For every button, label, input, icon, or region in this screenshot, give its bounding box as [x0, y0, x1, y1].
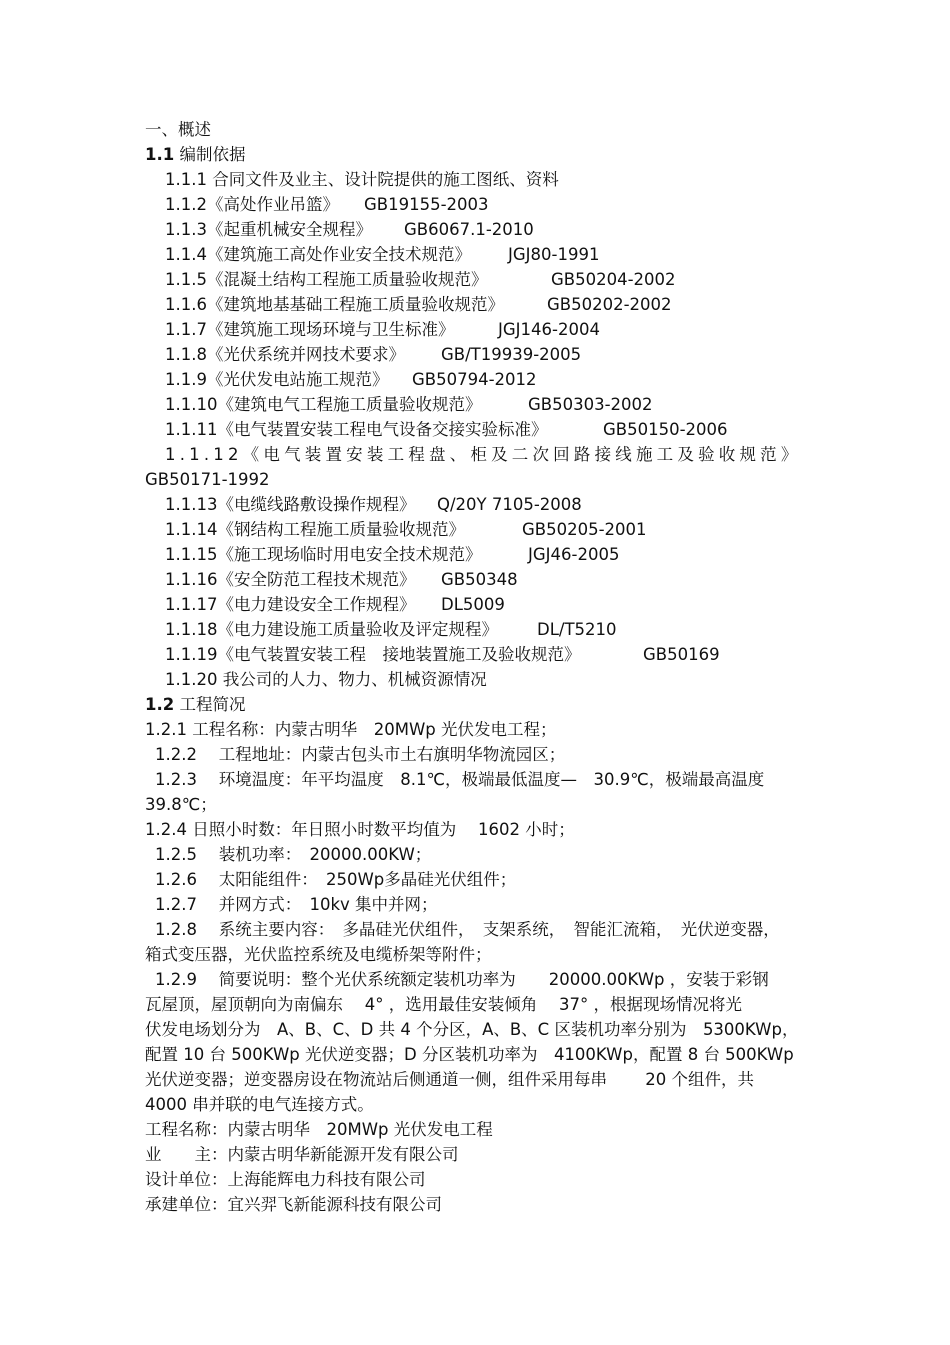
overview-line-7: 1.2.7 并网方式： 10kv 集中并网； [155, 895, 438, 914]
reference-item [165, 667, 845, 692]
section-heading: 一、概述 [145, 120, 211, 139]
overview-line-9d: 配置 10 台 500KWp 光伏逆变器；D 分区装机功率为 4100KWp，配置 8 台 500KWp [145, 1045, 794, 1064]
reference-title: 1.1.19《电气装置安装工程 接地装置施工及验收规范》 [165, 645, 581, 664]
overview-line-1: 1.2.1 工程名称：内蒙古明华 20MWp 光伏发电工程； [145, 720, 557, 739]
reference-item [165, 242, 845, 267]
standard-code: GB19155-2003 [364, 195, 489, 214]
standard-code: GB/T19939-2005 [441, 345, 582, 364]
reference-title: 1.1.1 合同文件及业主、设计院提供的施工图纸、资料 [165, 170, 559, 189]
overview-line-9a: 1.2.9 简要说明：整个光伏系统额定装机功率为 20000.00KWp ，安装于彩钢 [155, 970, 769, 989]
reference-title: 1.1.13《电缆线路敷设操作规程》 [165, 495, 416, 514]
overview-line-5: 1.2.5 装机功率： 20000.00KW； [155, 845, 432, 864]
standard-code: JGJ146-2004 [498, 320, 600, 339]
overview-line-9c: 伏发电场划分为 A、B、C、D 共 4 个分区，A、B、C 区装机功率分别为 5300KWp， [145, 1020, 799, 1039]
standard-code: JGJ80-1991 [508, 245, 600, 264]
standard-code: DL/T5210 [537, 620, 617, 639]
standard-code: GB50150-2006 [603, 420, 728, 439]
subsection-number: 1.1 [145, 145, 175, 164]
standard-code: DL5009 [441, 595, 505, 614]
subsection-heading-1-2 [145, 692, 825, 717]
reference-title: 1.1.9《光伏发电站施工规范》 [165, 370, 389, 389]
standard-code: JGJ46-2005 [528, 545, 620, 564]
reference-title: 1.1.15《施工现场临时用电安全技术规范》 [165, 545, 482, 564]
overview-line-9f: 4000 串并联的电气连接方式。 [145, 1095, 374, 1114]
subsection-title: 工程简况 [179, 695, 246, 714]
subsection-title: 编制依据 [179, 145, 246, 164]
standard-code: GB50204-2002 [551, 270, 676, 289]
standard-code: GB50202-2002 [547, 295, 672, 314]
reference-title: 1.1.17《电力建设安全工作规程》 [165, 595, 416, 614]
reference-title: 1.1.10《建筑电气工程施工质量验收规范》 [165, 395, 482, 414]
info-builder: 承建单位：宜兴羿飞新能源科技有限公司 [145, 1195, 442, 1214]
reference-item [165, 392, 845, 417]
reference-item [165, 217, 845, 242]
reference-item [165, 567, 845, 592]
reference-item-12: 1.1.12《电气装置安装工程盘、柜及二次回路接线施工及验收规范》 [165, 445, 802, 464]
reference-title: 1.1.20 我公司的人力、物力、机械资源情况 [165, 670, 487, 689]
reference-item [165, 292, 845, 317]
overview-line-8a: 1.2.8 系统主要内容： 多晶硅光伏组件， 支架系统， 智能汇流箱， 光伏逆变器， [155, 920, 780, 939]
standard-code: Q/20Y 7105-2008 [437, 495, 582, 514]
overview-line-3b: 39.8℃； [145, 795, 217, 814]
overview-line-3a: 1.2.3 环境温度：年平均温度 8.1℃，极端最低温度— 30.9℃，极端最高温度 [155, 770, 765, 789]
reference-title: 1.1.14《钢结构工程施工质量验收规范》 [165, 520, 465, 539]
overview-line-6: 1.2.6 太阳能组件： 250Wp多晶硅光伏组件； [155, 870, 517, 889]
reference-title: 1.1.3《起重机械安全规程》 [165, 220, 372, 239]
reference-item [165, 167, 845, 192]
overview-line-4: 1.2.4 日照小时数：年日照小时数平均值为 1602 小时； [145, 820, 575, 839]
reference-item [165, 342, 845, 367]
info-designer: 设计单位：上海能辉电力科技有限公司 [145, 1170, 426, 1189]
reference-item [165, 317, 845, 342]
reference-title: 1.1.11《电气装置安装工程电气设备交接实验标准》 [165, 420, 548, 439]
reference-item [165, 642, 845, 667]
reference-item [165, 592, 845, 617]
subsection-number: 1.2 [145, 695, 175, 714]
reference-title: 1.1.8《光伏系统并网技术要求》 [165, 345, 405, 364]
reference-item [165, 492, 845, 517]
overview-line-8b: 箱式变压器，光伏监控系统及电缆桥架等附件； [145, 945, 492, 964]
reference-item [165, 192, 845, 217]
reference-item [165, 542, 845, 567]
overview-line-2: 1.2.2 工程地址：内蒙古包头市土右旗明华物流园区； [155, 745, 566, 764]
reference-item [165, 367, 845, 392]
reference-item [165, 617, 845, 642]
reference-title: 1.1.4《建筑施工高处作业安全技术规范》 [165, 245, 471, 264]
reference-title: 1.1.5《混凝土结构工程施工质量验收规范》 [165, 270, 488, 289]
overview-line-9e: 光伏逆变器；逆变器房设在物流站后侧通道一侧，组件采用每串 20 个组件，共 [145, 1070, 754, 1089]
reference-item [165, 267, 845, 292]
standard-code: GB50303-2002 [528, 395, 653, 414]
overview-line-9b: 瓦屋顶，屋顶朝向为南偏东 4° ，选用最佳安装倾角 37° ，根据现场情况将光 [145, 995, 742, 1014]
reference-title: 1.1.6《建筑地基基础工程施工质量验收规范》 [165, 295, 504, 314]
standard-code: GB50205-2001 [522, 520, 647, 539]
reference-item-12-code: GB50171-1992 [145, 470, 270, 489]
standard-code: GB50169 [643, 645, 720, 664]
info-project-name: 工程名称：内蒙古明华 20MWp 光伏发电工程 [145, 1120, 493, 1139]
standard-code: GB6067.1-2010 [404, 220, 534, 239]
standard-code: GB50348 [441, 570, 518, 589]
reference-title: 1.1.18《电力建设施工质量验收及评定规程》 [165, 620, 498, 639]
info-owner: 业 主：内蒙古明华新能源开发有限公司 [145, 1145, 459, 1164]
subsection-heading-1-1 [145, 142, 825, 167]
reference-item [165, 517, 845, 542]
reference-item [165, 417, 845, 442]
reference-title: 1.1.7《建筑施工现场环境与卫生标准》 [165, 320, 455, 339]
reference-title: 1.1.2《高处作业吊篮》 [165, 195, 339, 214]
reference-title: 1.1.16《安全防范工程技术规范》 [165, 570, 416, 589]
standard-code: GB50794-2012 [412, 370, 537, 389]
